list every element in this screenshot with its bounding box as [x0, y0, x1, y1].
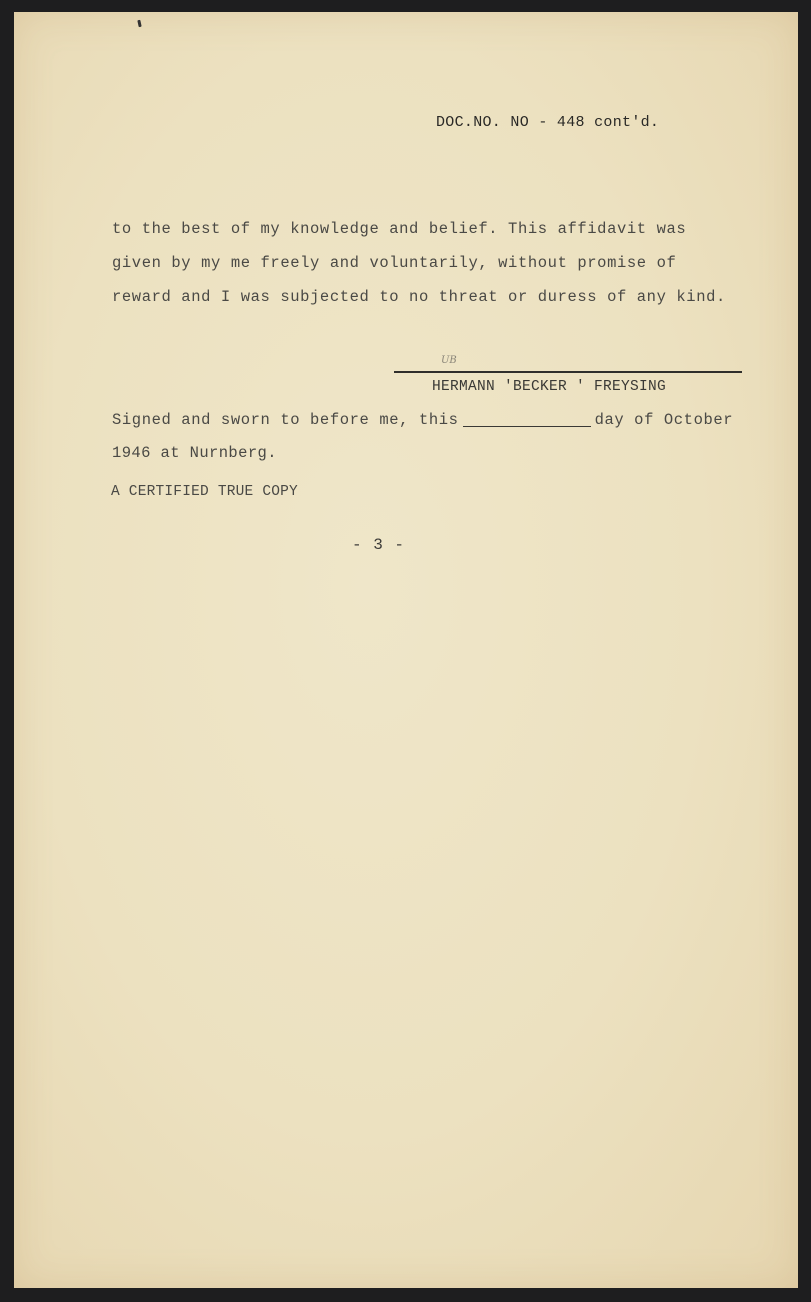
ink-speck: [137, 20, 141, 27]
document-reference: DOC.NO. NO - 448 cont'd.: [436, 114, 660, 131]
page-number: - 3 -: [352, 536, 406, 554]
affidavit-line-1: to the best of my knowledge and belief. This affidavit was: [112, 220, 687, 238]
affidavit-line-2: given by my me freely and voluntarily, without promise of: [112, 254, 677, 272]
attestation-line: [112, 411, 733, 429]
attestation-text-after: day of October: [594, 411, 734, 429]
signature-line: [394, 371, 742, 373]
affidavit-line-3: reward and I was subjected to no threat or duress of any kind.: [112, 288, 726, 306]
attestation-place-line: 1946 at Nurnberg.: [112, 444, 277, 462]
signatory-name: HERMANN 'BECKER ' FREYSING: [432, 379, 667, 395]
attestation-text-before: Signed and sworn to before me, this: [112, 411, 459, 429]
date-blank: [463, 426, 591, 427]
signature-initials: UB: [441, 355, 457, 366]
certification-statement: A CERTIFIED TRUE COPY: [111, 484, 298, 500]
document-page: [14, 12, 798, 1288]
